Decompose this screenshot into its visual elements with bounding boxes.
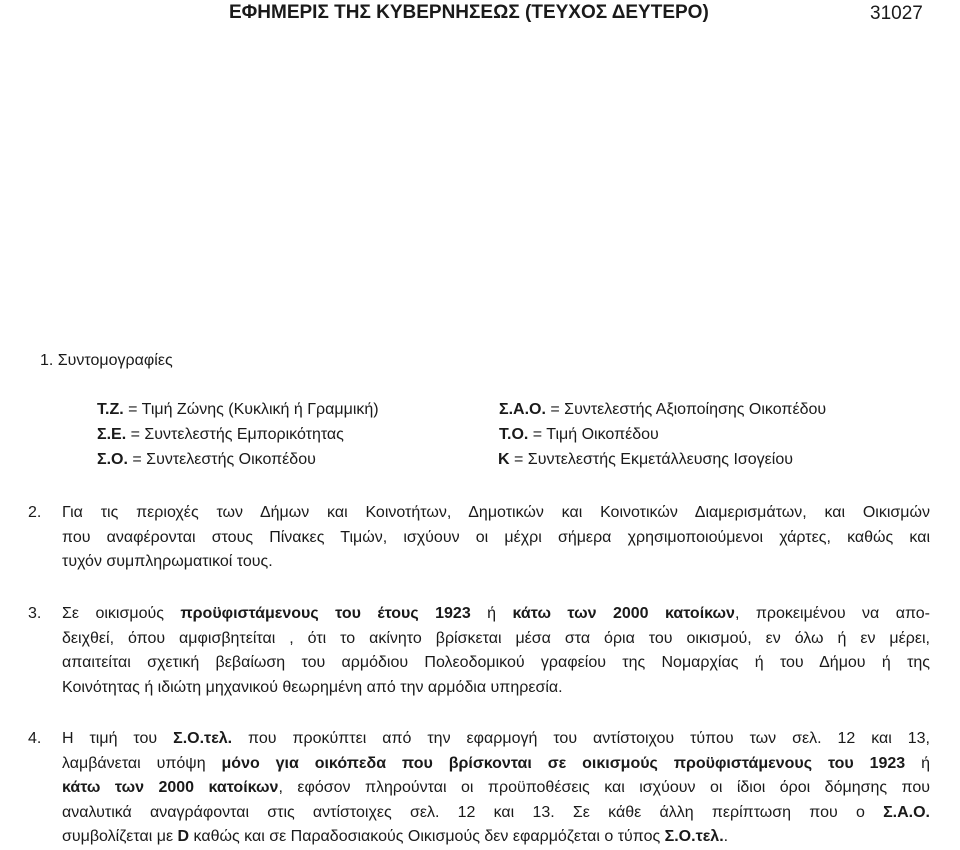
paragraph-text: , εφόσον πληρούνται οι προϋποθέσεις και ισχύουν οι ίδιοι όροι δόμησης που — [278, 779, 930, 796]
paragraph-text: Σε οικισμούς — [62, 605, 181, 622]
paragraph-text: ή — [905, 754, 931, 772]
paragraph-text: Για τις περιοχές των Δήμων και Κοινοτήτων, Δημοτικών και Κοινοτικών Διαμερισμάτων, και Οικισμών — [62, 504, 930, 521]
emphasis-text: Σ.Ο.τελ. — [173, 730, 233, 747]
paragraph-text: λαμβάνεται υπόψη — [62, 754, 222, 772]
abbreviation-desc: = Συντελεστής Εμπορικότητας — [126, 426, 344, 443]
paragraph-number: 4. — [28, 730, 42, 747]
paragraph-number: 2. — [28, 504, 42, 521]
abbreviation-key: Τ.Ζ. — [97, 401, 124, 418]
paragraph-number: 3. — [28, 605, 42, 622]
paragraph-text: καθώς και σε Παραδοσιακούς Οικισμούς δεν εφαρμόζεται ο τύπος — [189, 828, 665, 845]
abbreviation-desc: = Συντελεστής Εκμετάλλευσης Ισογείου — [509, 451, 794, 468]
paragraph-line: απαιτείται σχετική βεβαίωση του αρμόδιου Πολεοδομικού γραφείου της Νομαρχίας ή του Δήμου ή της — [62, 654, 930, 671]
emphasis-text: D — [177, 828, 190, 845]
abbreviation-item — [499, 401, 826, 419]
abbreviation-desc: = Τιμή Ζώνης (Κυκλική ή Γραμμική) — [123, 401, 379, 418]
paragraph-text: . — [723, 828, 729, 845]
paragraph-2 — [28, 501, 930, 575]
paragraph-line: δειχθεί, όπου αμφισβητείται , ότι το ακίνητο βρίσκεται μέσα στα όρια του οικισμού, εν όλω ή εν μέρει, — [62, 629, 930, 647]
abbreviation-desc: = Συντελεστής Οικοπέδου — [127, 451, 316, 468]
abbreviation-key: Τ.Ο. — [499, 426, 529, 443]
emphasis-text: μόνο για οικόπεδα που βρίσκονται σε οικισμούς προϋφιστάμενους του 1923 — [221, 754, 906, 772]
section-heading-abbreviations: 1. Συντομογραφίες — [40, 352, 173, 369]
emphasis-text: κάτω των 2000 κατοίκων — [62, 779, 279, 796]
paragraph-text: ή — [470, 605, 513, 622]
abbreviation-key: Σ.Ο. — [97, 451, 128, 468]
paragraph-text: αναλυτικά αναγράφονται στις αντίστοιχες σελ. 12 και 13. Σε κάθε άλλη περίπτωση που ο — [62, 803, 884, 821]
paragraph-line — [28, 801, 930, 826]
abbreviation-desc: = Τιμή Οικοπέδου — [528, 426, 659, 443]
abbreviation-desc: = Συντελεστής Αξιοποίησης Οικοπέδου — [545, 401, 827, 418]
paragraph-text: που προκύπτει από την εφαρμογή του αντίστοιχου τύπου των σελ. 12 και 13, — [232, 730, 931, 747]
abbreviation-key: Σ.Α.Ο. — [499, 401, 546, 418]
paragraph-line — [28, 602, 930, 627]
paragraph-4 — [28, 727, 930, 850]
paragraph-line: τυχόν συμπληρωματικοί τους. — [62, 553, 273, 570]
paragraph-3 — [28, 602, 930, 700]
emphasis-text: κάτω των 2000 κατοίκων — [512, 605, 735, 622]
abbreviation-item — [499, 426, 659, 444]
page-header-title: ΕΦΗΜΕΡΙΣ ΤΗΣ ΚΥΒΕΡΝΗΣΕΩΣ (ΤΕΥΧΟΣ ΔΕΥΤΕΡΟ) — [229, 2, 709, 23]
paragraph-line — [28, 776, 930, 801]
abbreviation-item — [97, 401, 379, 419]
abbreviation-key: Σ.Ε. — [97, 426, 127, 443]
paragraph-line — [28, 501, 930, 526]
paragraph-line — [28, 825, 930, 850]
abbreviation-item — [97, 451, 316, 469]
paragraph-text: Η τιμή του — [62, 730, 174, 747]
abbreviation-item — [498, 451, 793, 469]
emphasis-text: προϋφιστάμενους του έτους 1923 — [180, 605, 471, 622]
paragraph-line — [28, 727, 930, 752]
emphasis-text: Σ.Α.Ο. — [883, 803, 930, 821]
paragraph-line: που αναφέρονται στους Πίνακες Τιμών, ισχύουν οι μέχρι σήμερα χρησιμοποιούμενοι χάρτες, καθώς και — [62, 528, 930, 546]
paragraph-text: συμβολίζεται με — [62, 828, 178, 845]
abbreviation-key: Κ — [498, 451, 510, 468]
abbreviation-item — [97, 426, 344, 444]
emphasis-text: Σ.Ο.τελ. — [664, 828, 724, 845]
paragraph-line — [28, 752, 930, 777]
paragraph-text: , προκειμένου να απο- — [734, 605, 931, 622]
page-number: 31027 — [870, 3, 923, 24]
paragraph-line: Κοινότητας ή ιδιώτη μηχανικού θεωρημένη από την αρμόδια υπηρεσία. — [62, 678, 563, 696]
